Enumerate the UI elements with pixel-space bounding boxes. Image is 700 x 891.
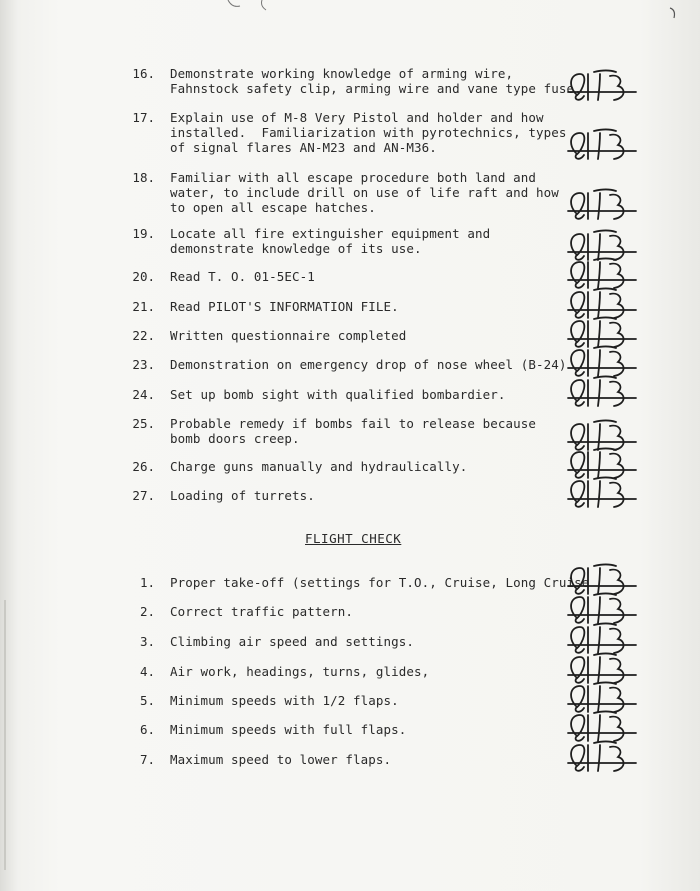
item-number: 23. [132,357,155,372]
item-number: 1. [139,575,155,590]
item-text-line: demonstrate knowledge of its use. [170,241,422,256]
item-number: 16. [132,66,155,81]
item-text-line: Read T. O. 01-5EC-1 [170,269,315,284]
item-number: 3. [139,634,155,649]
item-text-line: Explain use of M-8 Very Pistol and holder and how [170,110,544,125]
item-text-line: Locate all fire extinguisher equipment and [170,226,491,241]
item-text-line: water, to include drill on use of life raft and how [170,185,559,200]
item-text-line: Air work, headings, turns, glides, [170,664,430,679]
flight-check-heading: FLIGHT CHECK [305,531,402,546]
item-text-line: Proper take-off (settings for T.O., Cruise, Long Cruise [170,575,590,590]
item-number: 2. [139,604,155,619]
item-text-line: Climbing air speed and settings. [170,634,415,649]
item-number: 22. [132,328,155,343]
item-text-line: Set up bomb sight with qualified bombardier. [170,387,506,402]
item-text-line: Charge guns manually and hydraulically. [170,459,468,474]
item-number: 4. [139,664,155,679]
item-number: 5. [139,693,155,708]
item-number: 7. [139,752,155,767]
item-text-line: Written questionnaire completed [170,328,407,343]
item-text-line: installed. Familiarization with pyrotechnics, types [170,125,567,140]
item-text-line: Loading of turrets. [170,488,315,503]
item-text-line: Demonstrate working knowledge of arming wire, [170,66,514,81]
item-number: 19. [132,226,155,241]
item-number: 24. [132,387,155,402]
item-number: 26. [132,459,155,474]
item-number: 6. [139,722,155,737]
item-text-line: Minimum speeds with 1/2 flaps. [170,693,399,708]
item-text-line: of signal flares AN-M23 and AN-M36. [170,140,437,155]
item-text-line: Probable remedy if bombs fail to release because [170,416,537,431]
item-text-line: bomb doors creep. [170,431,300,446]
item-number: 21. [132,299,155,314]
item-text-line: Maximum speed to lower flaps. [170,752,392,767]
item-text-line: Fahnstock safety clip, arming wire and vane type fuse. [170,81,582,96]
item-number: 27. [132,488,155,503]
item-text-line: Read PILOT'S INFORMATION FILE. [170,299,399,314]
item-text-line: Correct traffic pattern. [170,604,354,619]
item-text-line: Minimum speeds with full flaps. [170,722,407,737]
item-text-line: Familiar with all escape procedure both land and [170,170,537,185]
item-number: 17. [132,110,155,125]
item-number: 18. [132,170,155,185]
item-text-line: to open all escape hatches. [170,200,376,215]
item-number: 25. [132,416,155,431]
item-number: 20. [132,269,155,284]
item-text-line: Demonstration on emergency drop of nose wheel (B-24) [170,357,567,372]
